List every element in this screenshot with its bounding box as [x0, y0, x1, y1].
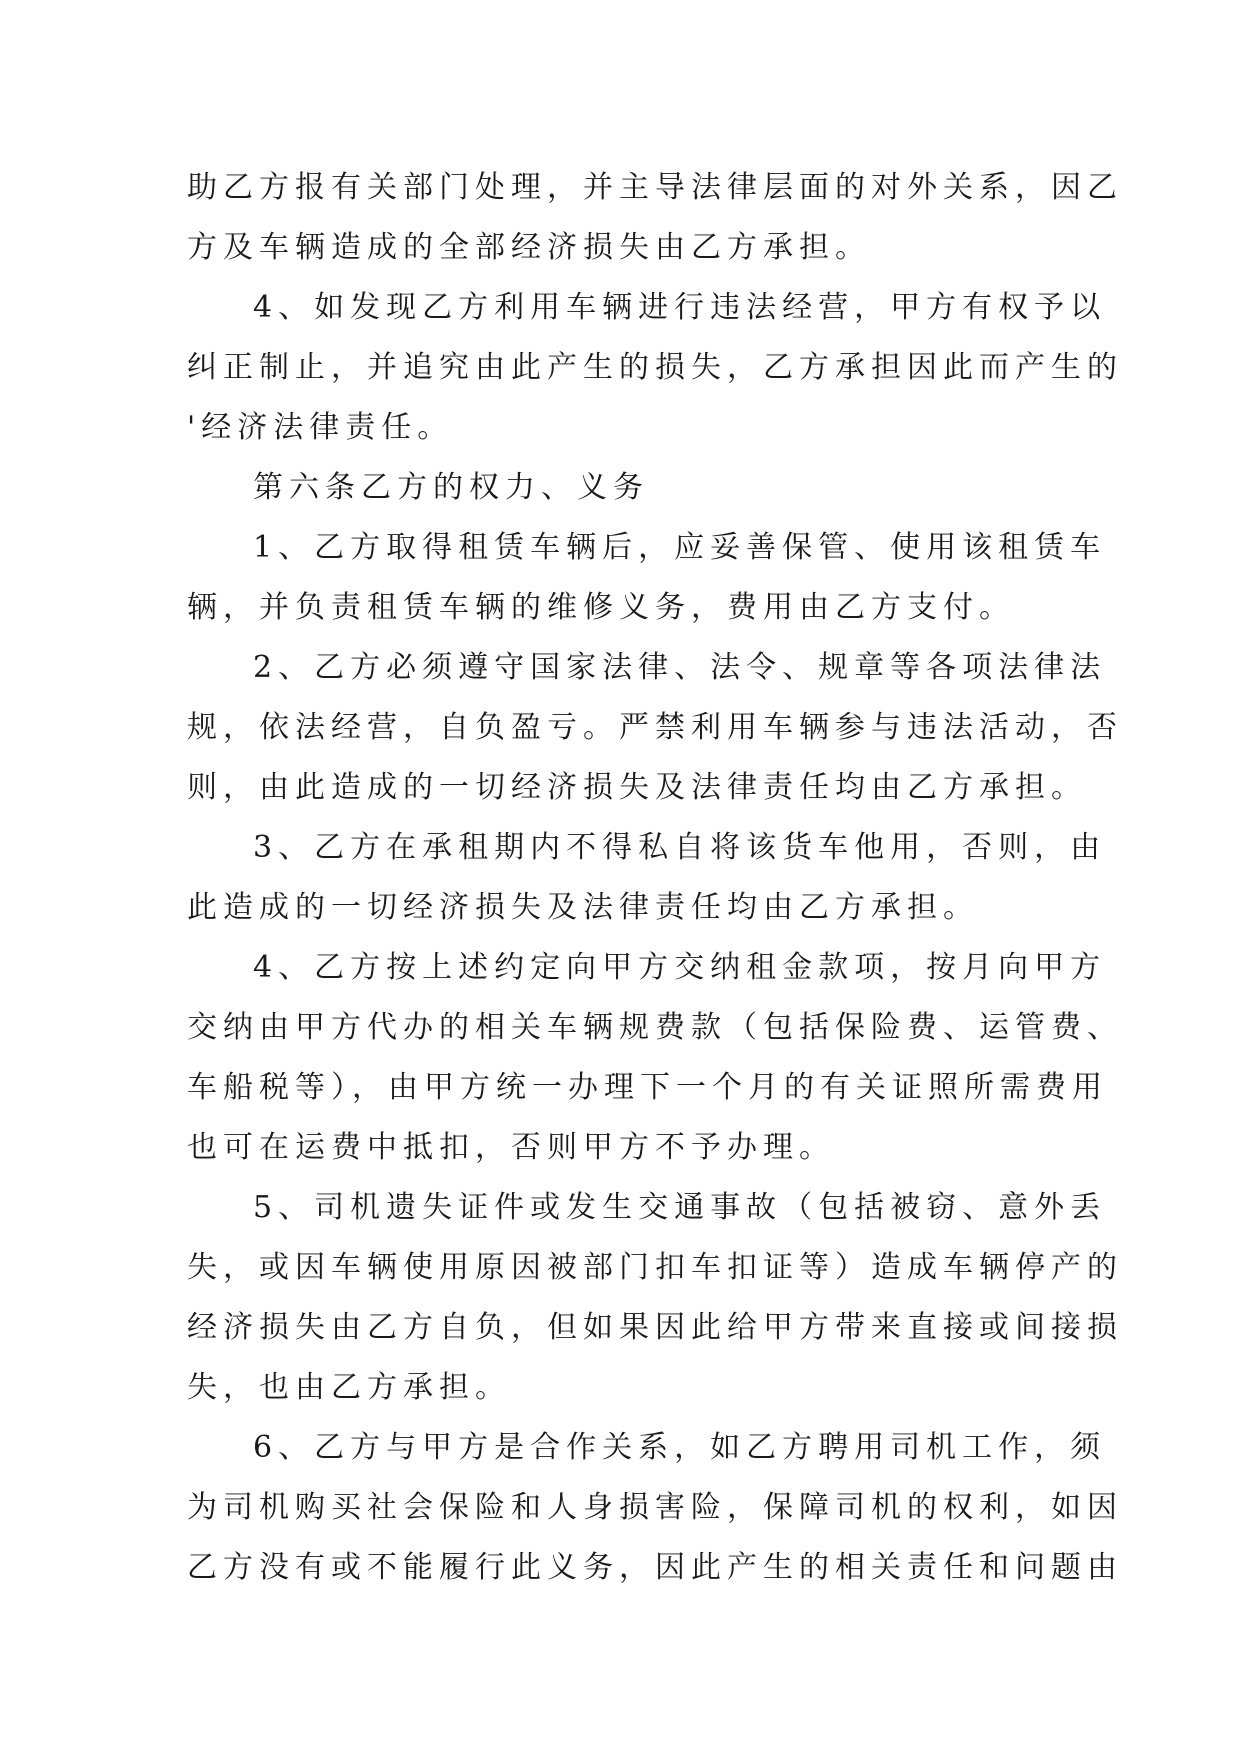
section-heading: 第六条乙方的权力、义务: [253, 470, 649, 505]
text-line: 规，依法经营，自负盈亏。严禁利用车辆参与违法活动，否: [187, 710, 1123, 745]
text-line: 1、乙方取得租赁车辆后，应妥善保管、使用该租赁车: [253, 530, 1107, 565]
text-line: '经济法律责任。: [187, 410, 454, 445]
text-line: 纠正制止，并追究由此产生的损失，乙方承担因此而产生的: [187, 350, 1123, 385]
text-line: 失，也由乙方承担。: [187, 1370, 511, 1405]
text-line: 也可在运费中抵扣，否则甲方不予办理。: [187, 1130, 835, 1165]
document-body: [187, 158, 1123, 1598]
text-line: 失，或因车辆使用原因被部门扣车扣证等）造成车辆停产的: [187, 1250, 1123, 1285]
text-line: 方及车辆造成的全部经济损失由乙方承担。: [187, 230, 871, 265]
text-line: 5、司机遗失证件或发生交通事故（包括被窃、意外丢: [253, 1190, 1107, 1225]
text-line: 3、乙方在承租期内不得私自将该货车他用，否则，由: [253, 830, 1107, 865]
text-line: 车船税等），由甲方统一办理下一个月的有关证照所需费用: [187, 1070, 1108, 1105]
text-line: 经济损失由乙方自负，但如果因此给甲方带来直接或间接损: [187, 1310, 1123, 1345]
text-line: 乙方没有或不能履行此义务，因此产生的相关责任和问题由: [187, 1550, 1123, 1585]
text-line: 辆，并负责租赁车辆的维修义务，费用由乙方支付。: [187, 590, 1015, 625]
text-line: 则，由此造成的一切经济损失及法律责任均由乙方承担。: [187, 770, 1087, 805]
text-line: 4、乙方按上述约定向甲方交纳租金款项，按月向甲方: [253, 950, 1107, 985]
text-line: 为司机购买社会保险和人身损害险，保障司机的权利，如因: [187, 1490, 1123, 1525]
text-line: 助乙方报有关部门处理，并主导法律层面的对外关系，因乙: [187, 170, 1123, 205]
text-line: 4、如发现乙方利用车辆进行违法经营，甲方有权予以: [253, 290, 1107, 325]
text-line: 2、乙方必须遵守国家法律、法令、规章等各项法律法: [253, 650, 1107, 685]
text-line: 6、乙方与甲方是合作关系，如乙方聘用司机工作，须: [253, 1430, 1107, 1465]
text-line: 交纳由甲方代办的相关车辆规费款（包括保险费、运管费、: [187, 1010, 1123, 1045]
text-line: 此造成的一切经济损失及法律责任均由乙方承担。: [187, 890, 979, 925]
